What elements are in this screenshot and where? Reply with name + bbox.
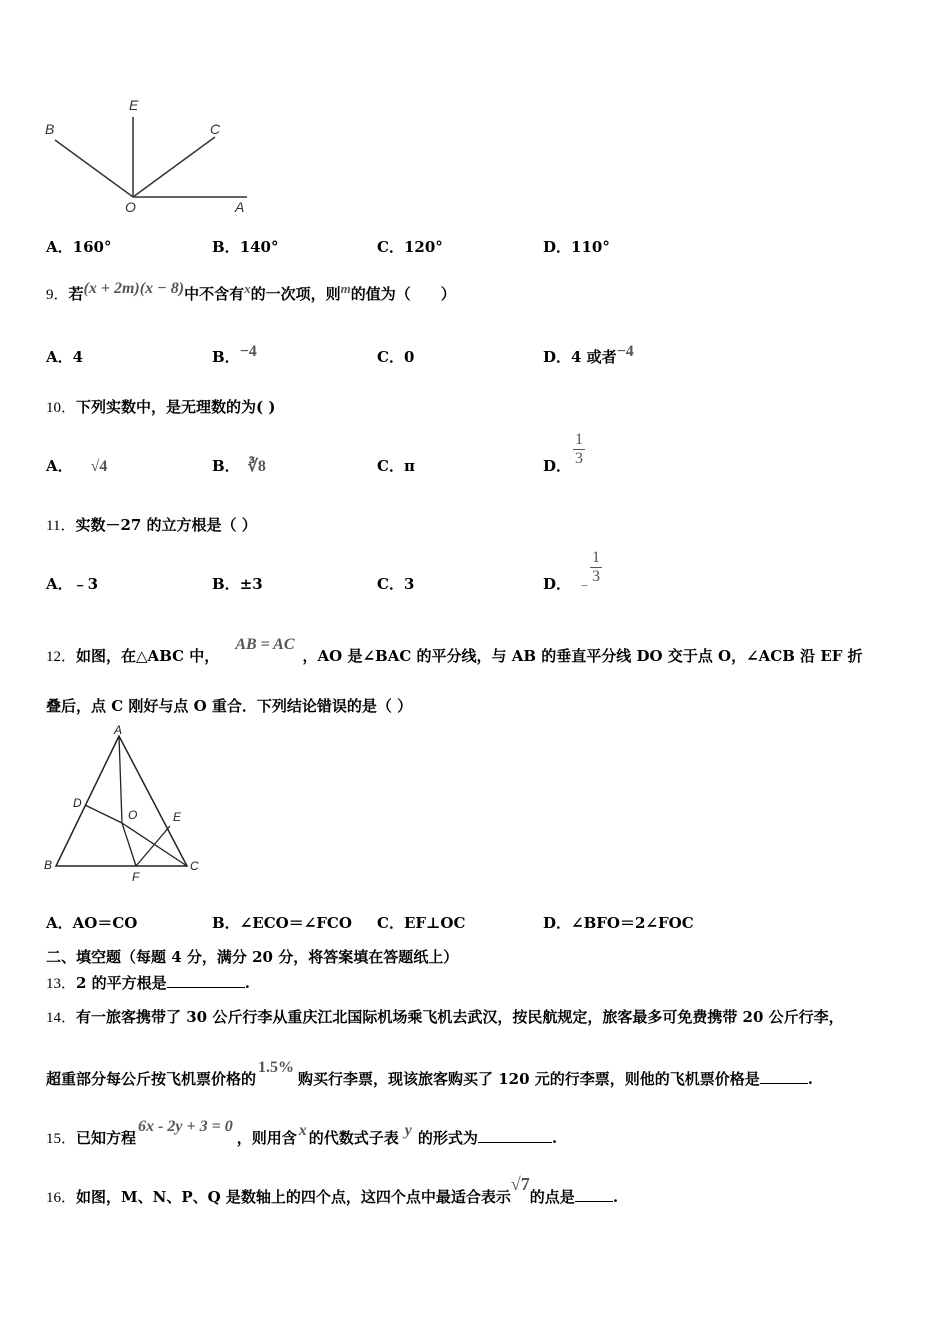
tri-label-A: A (114, 723, 123, 737)
angle-figure (40, 92, 260, 222)
q12-option-d[interactable]: D．∠BFO＝2∠FOC (543, 914, 694, 932)
tri-label-F: F (132, 870, 140, 884)
tri-label-E: E (173, 810, 182, 824)
q10-option-b[interactable]: B． ∛8 (212, 457, 266, 475)
q11-option-c[interactable]: C．3 (377, 575, 415, 593)
q9-option-d[interactable]: D．4 或者−4 (543, 343, 634, 366)
q9-option-c[interactable]: C．0 (377, 348, 415, 366)
label-B: B (45, 121, 55, 137)
tri-label-B: B (44, 858, 53, 872)
tri-label-C: C (190, 859, 199, 873)
q14-stem-line1: 14．有一旅客携带了 30 公斤行李从重庆江北国际机场乘飞机去武汉，按民航规定，旅客最多可免费携带 20 公斤行李， (46, 1008, 844, 1026)
label-A: A (235, 199, 245, 215)
q9-option-b[interactable]: B．−4 (212, 343, 257, 366)
q15-stem: 15．已知方程6x - 2y + 3 = 0，则用含 x 的代数式子表 y 的形式为 . (46, 1118, 558, 1147)
q10-option-d[interactable]: D． (543, 457, 572, 475)
q13-stem: 13．2 的平方根是 . (46, 974, 250, 992)
q9-option-a[interactable]: A．4 (46, 348, 84, 366)
q12-option-b[interactable]: B．∠ECO＝∠FCO (212, 914, 352, 932)
q11-option-d[interactable]: D． ﹣ (543, 575, 593, 593)
section-title: 二、填空题（每题 4 分，满分 20 分，将答案填在答题纸上） (46, 948, 459, 966)
label-O: O (125, 199, 136, 215)
q12-option-a[interactable]: A．AO＝CO (46, 914, 138, 932)
q13-answer-blank[interactable] (167, 973, 245, 988)
q8-option-c[interactable]: C．120° (377, 238, 443, 256)
q9-stem: 9．若(x + 2m)(x − 8)中不含有x的一次项，则m的值为（ ） (46, 280, 456, 303)
q8-option-d[interactable]: D．110° (543, 238, 610, 256)
q11-option-b[interactable]: B．±3 (212, 575, 263, 593)
q11-stem: 11．实数－27 的立方根是（ ） (46, 516, 257, 534)
q14-answer-blank[interactable] (760, 1069, 808, 1084)
q12-stem-line2: 叠后，点 C 刚好与点 O 重合．下列结论错误的是（ ） (46, 697, 413, 715)
q11-fraction: 1 3 (592, 549, 600, 585)
q12-stem-line1: 12．如图，在△ABC 中，AB = AC，AO 是∠BAC 的平分线，与 AB 的垂直平分线 DO 交于点 O，∠ACB 沿 EF 折 (46, 636, 863, 665)
label-E: E (129, 97, 139, 113)
q10-stem: 10．下列实数中，是无理数的为( ) (46, 398, 276, 416)
tri-label-D: D (73, 796, 82, 810)
q10-fraction: 1 3 (575, 431, 583, 467)
triangle-figure (40, 720, 210, 885)
q10-option-a[interactable]: A． √4 (46, 457, 108, 475)
q16-answer-blank[interactable] (575, 1187, 613, 1202)
q10-option-c[interactable]: C．π (377, 457, 415, 475)
q12-option-c[interactable]: C．EF⊥OC (377, 914, 466, 932)
q11-option-a[interactable]: A．﹣3 (46, 575, 99, 593)
q16-stem: 16．如图，M、N、P、Q 是数轴上的四个点，这四个点中最适合表示√7的点是 . (46, 1174, 619, 1206)
q8-option-b[interactable]: B．140° (212, 238, 279, 256)
q8-option-a[interactable]: A．160° (46, 238, 112, 256)
q15-answer-blank[interactable] (478, 1128, 552, 1143)
tri-label-O: O (128, 808, 138, 822)
label-C: C (210, 121, 221, 137)
q14-stem-line2: 超重部分每公斤按飞机票价格的1.5%购买行李票，现该旅客购买了 120 元的行李票，则他的飞机票价格是 . (46, 1059, 814, 1088)
